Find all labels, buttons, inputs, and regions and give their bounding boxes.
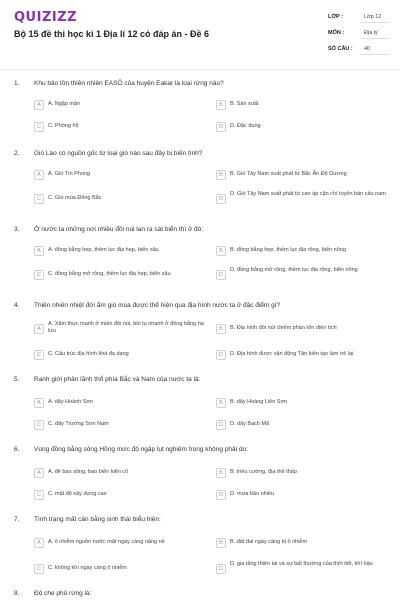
option-letter: A [34, 100, 44, 110]
question-text: Thiên nhiên nhiệt đới ẩm gió mùa được thể hiện qua địa hình nước ta ở đặc điểm gì? [34, 302, 281, 309]
option-text: A. dãy Hoành Sơn [48, 399, 94, 405]
option-text: B. dãy Hoàng Liên Sơn [230, 399, 288, 405]
option-letter: A [34, 170, 44, 180]
question-number: 1. [14, 80, 20, 87]
meta-value: Lớp 12 [364, 14, 382, 20]
option-text: D. dãy Bạch Mã [230, 421, 270, 427]
option-text: A. ô nhiễm nguồn nước mặt ngày càng nặng nề [48, 539, 165, 545]
option-letter: C [34, 122, 44, 132]
option-b[interactable] [216, 394, 388, 412]
option-text: A. đê bao sông, bao biển kiên cố [48, 469, 129, 475]
option-a[interactable] [34, 464, 206, 482]
option-letter: A [34, 246, 44, 256]
option-b[interactable] [216, 166, 388, 184]
question-number: 8. [14, 590, 20, 597]
option-letter: B [216, 324, 226, 334]
option-text: B. Sản xuất [230, 101, 259, 107]
meta-value: 40 [364, 46, 371, 52]
question-text: Vùng đồng bằng sông Hồng mức độ ngập lụt nghiêm trọng không phải do: [34, 446, 248, 453]
option-letter: B [216, 100, 226, 110]
option-c[interactable] [34, 486, 206, 504]
question-text: Gió Lào có nguồn gốc từ loại gió nào sau đây bị biến tính? [34, 150, 203, 157]
option-b[interactable] [216, 320, 388, 338]
option-letter: B [216, 246, 226, 256]
option-text: B. đồng bằng hẹp, thềm lục địa rộng, biển nông [230, 247, 346, 253]
option-letter: D [216, 350, 226, 360]
option-letter: D [216, 122, 226, 132]
meta-value: Địa lý [364, 30, 378, 36]
option-b[interactable] [216, 96, 388, 114]
option-text: C. dãy Trường Sơn Nam [48, 421, 109, 427]
option-letter: C [34, 194, 44, 204]
option-text: C. không khí ngày càng ô nhiễm [48, 565, 127, 571]
option-text: A. Gió Tín Phong [48, 171, 91, 177]
option-letter: A [34, 324, 44, 334]
option-a[interactable] [34, 96, 206, 114]
question-text: Ở nước ta những nơi nhiều đồi núi lan ra sát biển thì ở đó: [34, 226, 204, 233]
question-number: 3. [14, 226, 20, 233]
option-letter: C [34, 350, 44, 360]
option-text: A. đồng bằng hẹp, thềm lục địa hẹp, biển sâu [48, 247, 159, 253]
meta-box [324, 10, 390, 62]
meta-row-class [324, 10, 390, 24]
option-letter: B [216, 538, 226, 548]
option-letter: D [216, 564, 226, 574]
option-text: C. Phòng hộ [48, 123, 79, 129]
option-a[interactable] [34, 534, 206, 552]
question-number: 7. [14, 516, 20, 523]
question-text: Độ che phủ rừng là: [34, 590, 92, 597]
option-a[interactable] [34, 166, 206, 184]
question-number: 2. [14, 150, 20, 157]
option-text: B. Gió Tây Nam xuất phát từ Bắc Ấn Độ Dương [230, 171, 347, 177]
option-d[interactable] [216, 266, 388, 284]
option-text: D. Địa hình được vận động Tân kiến tạo làm trẻ lại [230, 351, 354, 357]
option-text: D. gia tăng thiên tai và sự bất thường của thời tiết, khí hậu [230, 561, 373, 567]
option-text: A. Xâm thực mạnh ở miền đồi núi, bồi tụ nhanh ở đồng bằng hạ lưu [48, 321, 204, 334]
option-letter: C [34, 420, 44, 430]
option-text: B. Địa hình đồi núi chiếm phần lớn diện tích [230, 325, 337, 331]
meta-row-subject [324, 26, 390, 40]
option-c[interactable] [34, 190, 206, 208]
question-number: 6. [14, 446, 20, 453]
option-letter: D [216, 270, 226, 280]
meta-divider [360, 38, 390, 39]
question-number: 4. [14, 302, 20, 309]
quizizz-logo: QUIZIZZ [14, 10, 78, 25]
option-d[interactable] [216, 486, 388, 504]
page-title: Bộ 15 đề thi học kì 1 Địa lí 12 có đáp án - Đề 6 [14, 29, 210, 39]
option-letter: B [216, 170, 226, 180]
option-text: D. Đặc dụng [230, 123, 261, 129]
option-a[interactable] [34, 242, 206, 260]
option-d[interactable] [216, 346, 388, 364]
option-letter: C [34, 270, 44, 280]
meta-key: SỐ CÂU : [328, 46, 353, 52]
meta-key: MÔN : [328, 30, 345, 36]
option-d[interactable] [216, 118, 388, 136]
option-letter: D [216, 490, 226, 500]
option-c[interactable] [34, 118, 206, 136]
option-c[interactable] [34, 416, 206, 434]
question-text: Ranh giới phân lãnh thổ phía Bắc và Nam của nước ta là: [34, 376, 201, 383]
option-a[interactable] [34, 394, 206, 412]
option-letter: A [34, 398, 44, 408]
option-text: D. mưa bão nhiều [230, 491, 275, 497]
option-d[interactable] [216, 190, 388, 208]
meta-row-count [324, 42, 390, 56]
meta-key: LỚP : [328, 14, 343, 20]
option-letter: B [216, 398, 226, 408]
option-letter: D [216, 420, 226, 430]
option-text: C. Gió mùa Đông Bắc [48, 195, 102, 201]
option-letter: C [34, 564, 44, 574]
option-b[interactable] [216, 242, 388, 260]
option-letter: D [216, 194, 226, 204]
option-text: D. Gió Tây Nam xuất phát từ cao áp cận chí tuyến bán cầu nam [230, 191, 386, 197]
option-text: A. Ngập mặn [48, 101, 81, 107]
option-text: C. đồng bằng mở rộng, thềm lục địa hẹp, biển sâu [48, 271, 171, 277]
option-letter: A [34, 468, 44, 478]
option-c[interactable] [34, 266, 206, 284]
question-number: 5. [14, 376, 20, 383]
option-a[interactable] [34, 320, 206, 338]
option-c[interactable] [34, 346, 206, 364]
option-text: C. Cấu trúc địa hình khá đa dạng [48, 351, 129, 357]
option-d[interactable] [216, 560, 388, 578]
option-text: B. đất đai ngày càng bị ô nhiễm [230, 539, 308, 545]
option-b[interactable] [216, 534, 388, 552]
page-header [0, 0, 400, 70]
question-text: Tình trạng mất cân bằng sinh thái biểu hiện: [34, 516, 161, 523]
option-text: C. mật độ xây dựng cao [48, 491, 107, 497]
meta-divider [360, 22, 390, 23]
question-text: Khu bảo tồn thiên nhiên EASÔ của huyện Eakar là loại rừng nào? [34, 80, 224, 87]
option-letter: B [216, 468, 226, 478]
option-text: D. đồng bằng mở rộng, thềm lục địa rộng, biển nông [230, 267, 358, 273]
option-letter: C [34, 490, 44, 500]
option-c[interactable] [34, 560, 206, 578]
option-letter: A [34, 538, 44, 548]
option-text: B. triều cường, địa thế thấp [230, 469, 297, 475]
option-d[interactable] [216, 416, 388, 434]
meta-divider [360, 54, 390, 55]
option-b[interactable] [216, 464, 388, 482]
